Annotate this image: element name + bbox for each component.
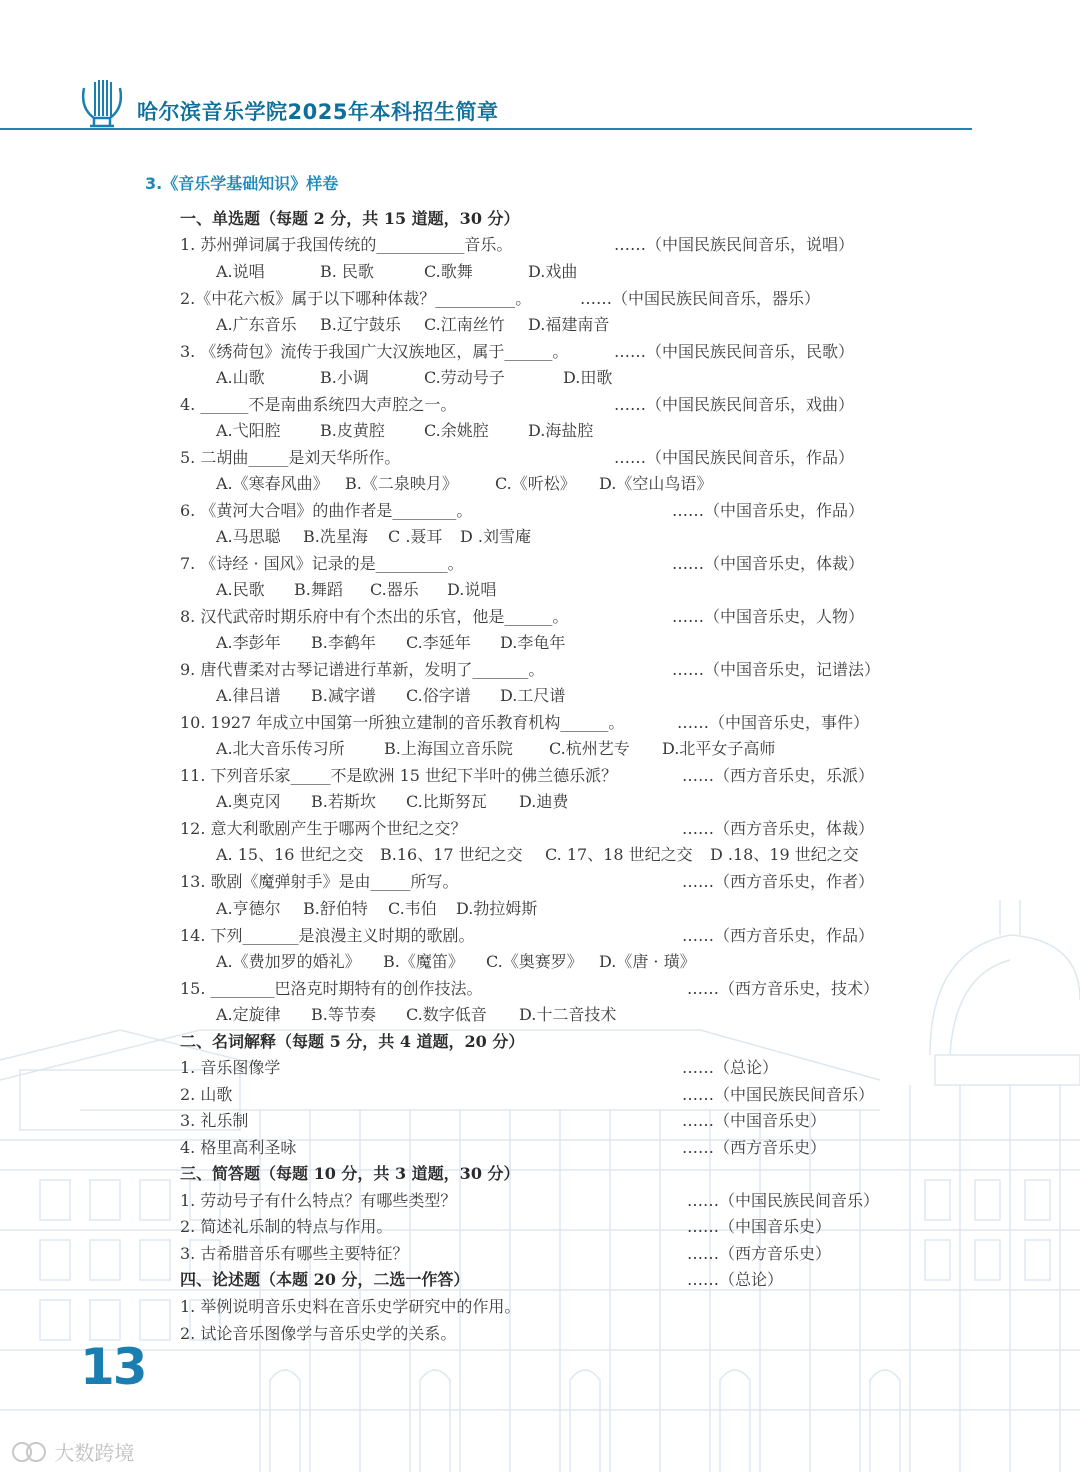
q1-option-b: B. 民歌 (320, 262, 374, 281)
q8-option-a: A.李彭年 (216, 633, 281, 652)
question-5-tag: ……（中国民族民间音乐，作品） (614, 448, 855, 467)
q6-option-d: D .刘雪庵 (460, 527, 532, 546)
q11-option-a: A.奥克冈 (216, 792, 281, 811)
question-2: 2.《中花六板》属于以下哪种体裁？__________。 (180, 289, 532, 308)
q7-option-c: C.器乐 (370, 580, 419, 599)
question-15-tag: ……（西方音乐史，技术） (687, 979, 880, 998)
short-answer-2: 2. 简述礼乐制的特点与作用。 (180, 1217, 393, 1236)
q10-option-a: A.北大音乐传习所 (216, 739, 345, 758)
q15-option-c: C.数字低音 (406, 1005, 487, 1024)
q1-option-d: D.戏曲 (528, 262, 578, 281)
term-1: 1. 音乐图像学 (180, 1058, 281, 1077)
question-7-tag: ……（中国音乐史，体裁） (672, 554, 865, 573)
question-14-tag: ……（西方音乐史，作品） (682, 926, 875, 945)
question-7: 7. 《诗经 · 国风》记录的是_________。 (180, 554, 464, 573)
q15-option-d: D.十二音技术 (519, 1005, 617, 1024)
q4-option-a: A.弋阳腔 (216, 421, 281, 440)
question-5: 5. 二胡曲_____是刘天华所作。 (180, 448, 401, 467)
q12-option-d: D .18、19 世纪之交 (710, 845, 859, 864)
question-1: 1. 苏州弹词属于我国传统的___________音乐。 (180, 235, 513, 254)
part2-heading: 二、名词解释（每题 5 分，共 4 道题，20 分） (180, 1032, 525, 1051)
term-3-tag: ……（中国音乐史） (682, 1111, 827, 1130)
q4-option-c: C.余姚腔 (424, 421, 489, 440)
q2-option-b: B.辽宁鼓乐 (320, 315, 401, 334)
question-3-tag: ……（中国民族民间音乐，民歌） (614, 342, 855, 361)
term-4: 4. 格里高利圣咏 (180, 1138, 297, 1157)
short-answer-3-tag: ……（西方音乐史） (687, 1244, 832, 1263)
question-4-tag: ……（中国民族民间音乐，戏曲） (614, 395, 855, 414)
question-8-tag: ……（中国音乐史，人物） (672, 607, 865, 626)
q10-option-c: C.杭州艺专 (549, 739, 630, 758)
term-4-tag: ……（西方音乐史） (682, 1138, 827, 1157)
q6-option-a: A.马思聪 (216, 527, 281, 546)
q10-option-d: D.北平女子高师 (662, 739, 776, 758)
question-15: 15. ________巴洛克时期特有的创作技法。 (180, 979, 483, 998)
q5-option-d: D.《空山鸟语》 (599, 474, 713, 493)
q3-option-b: B.小调 (320, 368, 369, 387)
q1-option-a: A.说唱 (216, 262, 265, 281)
page-number: 13 (80, 1338, 146, 1396)
q9-option-c: C.俗字谱 (406, 686, 471, 705)
question-14: 14. 下列_______是浪漫主义时期的歌剧。 (180, 926, 475, 945)
q13-option-d: D.勃拉姆斯 (456, 899, 538, 918)
q11-option-c: C.比斯努瓦 (406, 792, 487, 811)
short-answer-3: 3. 古希腊音乐有哪些主要特征？ (180, 1244, 409, 1263)
q7-option-a: A.民歌 (216, 580, 265, 599)
question-13: 13. 歌剧《魔弹射手》是由_____所写。 (180, 872, 459, 891)
q14-option-a: A.《费加罗的婚礼》 (216, 952, 361, 971)
q9-option-d: D.工尺谱 (500, 686, 566, 705)
part3-heading: 三、简答题（每题 10 分，共 3 道题，30 分） (180, 1164, 520, 1183)
part1-heading: 一、单选题（每题 2 分，共 15 道题，30 分） (180, 209, 520, 228)
question-13-tag: ……（西方音乐史，作者） (682, 872, 875, 891)
q14-option-d: D.《唐 · 璜》 (599, 952, 696, 971)
question-12-tag: ……（西方音乐史，体裁） (682, 819, 875, 838)
question-2-tag: ……（中国民族民间音乐，器乐） (580, 289, 821, 308)
question-1-tag: ……（中国民族民间音乐，说唱） (614, 235, 855, 254)
part4-heading: 四、论述题（本题 20 分，二选一作答） (180, 1270, 470, 1289)
q13-option-c: C.韦伯 (388, 899, 437, 918)
q5-option-b: B.《二泉映月》 (345, 474, 458, 493)
q5-option-a: A.《寒春风曲》 (216, 474, 329, 493)
q9-option-a: A.律吕谱 (216, 686, 281, 705)
question-6: 6. 《黄河大合唱》的曲作者是________。 (180, 501, 473, 520)
q5-option-c: C.《听松》 (495, 474, 576, 493)
essay-2: 2. 试论音乐图像学与音乐史学的关系。 (180, 1324, 457, 1343)
q9-option-b: B.减字谱 (311, 686, 376, 705)
section-title: 3.《音乐学基础知识》样卷 (145, 174, 339, 193)
q10-option-b: B.上海国立音乐院 (384, 739, 513, 758)
short-answer-2-tag: ……（中国音乐史） (687, 1217, 832, 1236)
q7-option-d: D.说唱 (447, 580, 497, 599)
q15-option-a: A.定旋律 (216, 1005, 281, 1024)
q3-option-c: C.劳动号子 (424, 368, 505, 387)
q2-option-d: D.福建南音 (528, 315, 610, 334)
school-title: 哈尔滨音乐学院2025年本科招生简章 (137, 100, 499, 124)
question-12: 12. 意大利歌剧产生于哪两个世纪之交？ (180, 819, 467, 838)
question-3: 3. 《绣荷包》流传于我国广大汉族地区，属于______。 (180, 342, 569, 361)
term-1-tag: ……（总论） (682, 1058, 779, 1077)
q7-option-b: B.舞蹈 (294, 580, 343, 599)
q4-option-d: D.海盐腔 (528, 421, 594, 440)
question-10-tag: ……（中国音乐史，事件） (677, 713, 870, 732)
q3-option-a: A.山歌 (216, 368, 265, 387)
question-11-tag: ……（西方音乐史，乐派） (682, 766, 875, 785)
q11-option-d: D.迪费 (519, 792, 569, 811)
q11-option-b: B.若斯坎 (311, 792, 376, 811)
q13-option-b: B.舒伯特 (303, 899, 368, 918)
watermark-logo-icon (10, 1439, 48, 1465)
term-2: 2. 山歌 (180, 1085, 233, 1104)
q4-option-b: B.皮黄腔 (320, 421, 385, 440)
question-9-tag: ……（中国音乐史，记谱法） (672, 660, 881, 679)
question-11: 11. 下列音乐家_____不是欧洲 15 世纪下半叶的佛兰德乐派？ (180, 766, 618, 785)
q14-option-b: B.《魔笛》 (383, 952, 464, 971)
short-answer-1: 1. 劳动号子有什么特点？有哪些类型？ (180, 1191, 457, 1210)
term-3: 3. 礼乐制 (180, 1111, 249, 1130)
part4-tag: ……（总论） (687, 1270, 784, 1289)
term-2-tag: ……（中国民族民间音乐） (682, 1085, 875, 1104)
q6-option-c: C .聂耳 (388, 527, 443, 546)
q8-option-c: C.李延年 (406, 633, 471, 652)
question-4: 4. ______不是南曲系统四大声腔之一。 (180, 395, 457, 414)
q13-option-a: A.亨德尔 (216, 899, 281, 918)
question-6-tag: ……（中国音乐史，作品） (672, 501, 865, 520)
q15-option-b: B.等节奏 (311, 1005, 376, 1024)
watermark (10, 1437, 134, 1466)
q2-option-c: C.江南丝竹 (424, 315, 505, 334)
q2-option-a: A.广东音乐 (216, 315, 297, 334)
short-answer-1-tag: ……（中国民族民间音乐） (687, 1191, 880, 1210)
essay-1: 1. 举例说明音乐史料在音乐史学研究中的作用。 (180, 1297, 521, 1316)
q8-option-d: D.李龟年 (500, 633, 566, 652)
q14-option-c: C.《奥赛罗》 (486, 952, 583, 971)
watermark-text: 大数跨境 (54, 1441, 135, 1465)
question-8: 8. 汉代武帝时期乐府中有个杰出的乐官，他是______。 (180, 607, 569, 626)
question-10: 10. 1927 年成立中国第一所独立建制的音乐教育机构______。 (180, 713, 625, 732)
q12-option-a: A. 15、16 世纪之交 (216, 845, 364, 864)
q3-option-d: D.田歌 (563, 368, 613, 387)
q8-option-b: B.李鹤年 (311, 633, 376, 652)
q12-option-c: C. 17、18 世纪之交 (545, 845, 693, 864)
q12-option-b: B.16、17 世纪之交 (380, 845, 523, 864)
q1-option-c: C.歌舞 (424, 262, 473, 281)
question-9: 9. 唐代曹柔对古琴记谱进行革新，发明了_______。 (180, 660, 545, 679)
q6-option-b: B.冼星海 (303, 527, 368, 546)
